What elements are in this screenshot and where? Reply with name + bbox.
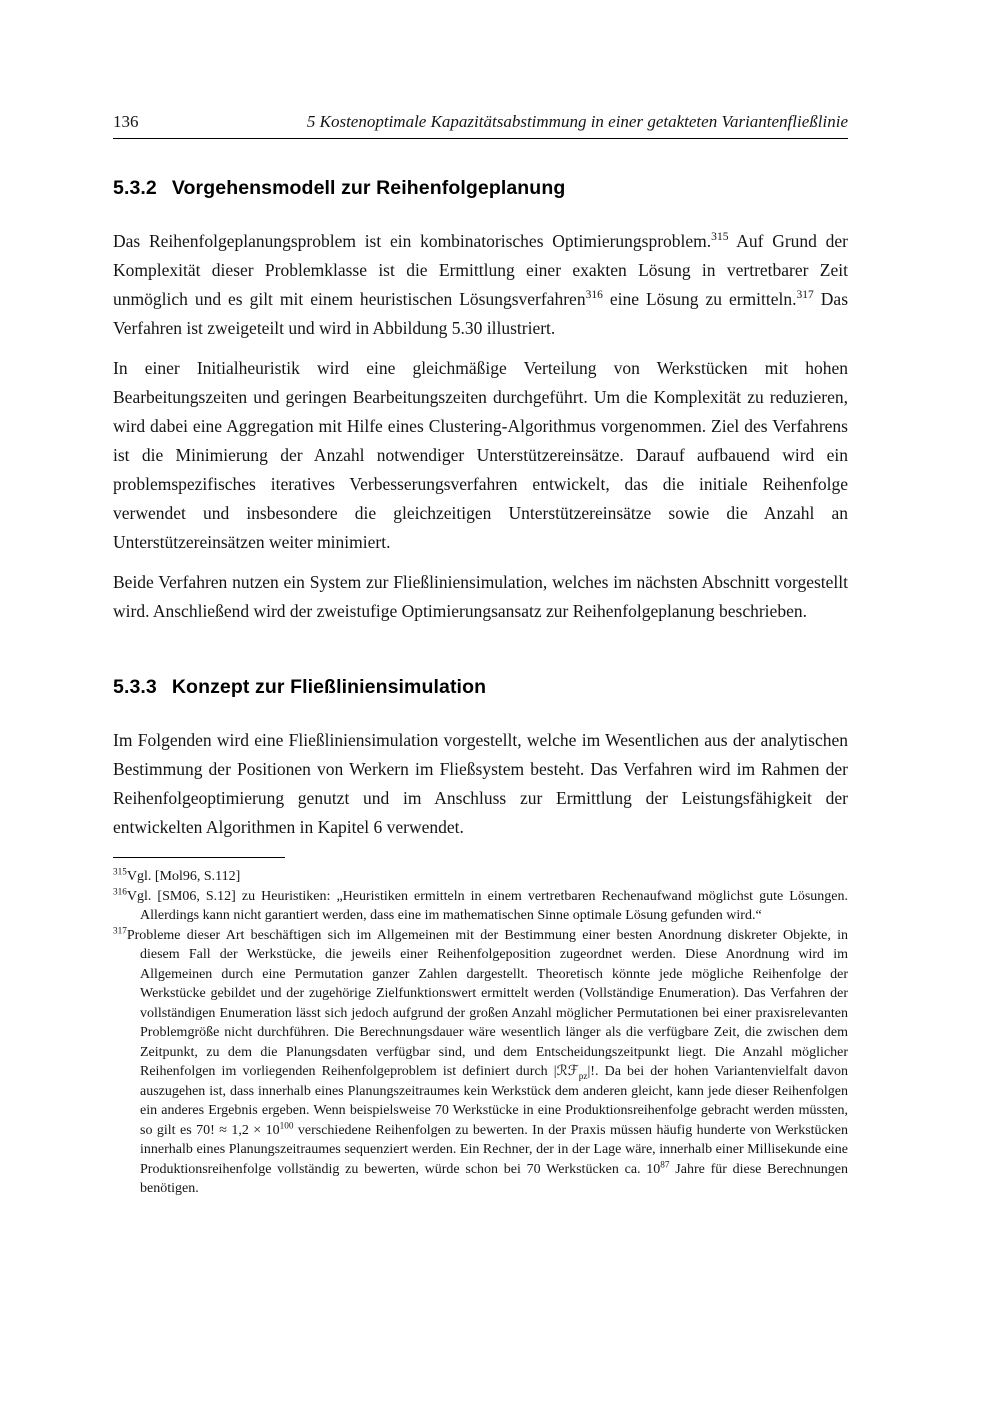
footnote-block (113, 867, 848, 1199)
page-number: 136 (113, 112, 139, 131)
running-title: 5 Kostenoptimale Kapazitätsabstimmung in einer getakteten Variantenfließlinie (306, 112, 848, 131)
footnote-text: Probleme dieser Art beschäftigen sich im Allgemeinen mit der Bestimmung einer besten Anordnung diskreter Objekte, in diesem Fall der Werkstücke, die jeweils einer Reihenfolgeposition zugeordnet werden. Diese Anordnung wird im Allgemeinen durch eine Permutation ganzer Zahlen dargestellt. Theoretisch könnte jede mögliche Reihenfolge der Werkstücke gebildet und der zugehörige Zielfunktionswert ermittelt werden (Vollständige Enumeration). Das Verfahren der vollständigen Enumeration lässt sich jedoch aufgrund der großen Anzahl möglicher Permutationen bei einer praxisrelevanten Problemgröße nicht durchführen. Die Berechnungsdauer wäre wesentlich länger als die verfügbare Zeit, die zwischen dem Zeitpunkt, zu dem die Planungsdaten verfügbar sind, und dem Entscheidungszeitpunkt liegt. Die Anzahl möglicher Reihenfolgen im vorliegenden Reihenfolgeproblem ist definiert durch |ℛℱ$_{pz}$|!. Da bei der hohen Variantenvielfalt davon auszugehen ist, dass innerhalb eines Planungszeitraumes kein Werkstück dem anderen gleicht, kann jede dieser Reihenfolgen ein anderes Ergebnis ergeben. Wenn beispielsweise 70 Werkstücke in eine Produktionsreihenfolge gebracht werden müssten, so gilt es 70! ≈ $1,2 \times 10^{100}$ verschiedene Reihenfolgen zu bewerten. In der Praxis müssen häufig hunderte von Werkstücken innerhalb eines Planungszeitraumes sequenziert werden. Ein Rechner, der in der Lage wäre, innerhalb einer Millisekunde eine Produktionsreihenfolge vollständig zu bewerten, würde schon bei 70 Werkstücken ca. $10^{87}$ Jahre für diese Berechnungen benötigen. (126, 927, 849, 1196)
paragraph: Beide Verfahren nutzen ein System zur Fließliniensimulation, welches im nächsten Abschnitt vorgestellt wird. Anschließend wird der zweistufige Optimierungsansatz zur Reihenfolgeplanung beschrieben. (113, 572, 848, 621)
section-title: Vorgehensmodell zur Reihenfolgeplanung (171, 177, 566, 199)
footnote-marker: 315 (113, 866, 127, 877)
footnote-marker: 316 (113, 885, 127, 896)
section-heading-533 (113, 676, 848, 699)
paragraph: In einer Initialheuristik wird eine gleichmäßige Verteilung von Werkstücken mit hohen Bearbeitungszeiten und geringen Bearbeitungszeiten durchgeführt. Um die Komplexität zu reduzieren, wird dabei eine Aggregation mit Hilfe eines Clustering-Algorithmus vorgenommen. Ziel des Verfahrens ist die Minimierung der Anzahl notwendiger Unterstützereinsätze. Darauf aufbauend wird ein problemspezifisches iteratives Verbesserungsverfahren entwickelt, das die initiale Reihenfolge verwendet und insbesondere die gleichzeitigen Unterstützereinsätze sowie die Anzahl an Unterstützereinsätzen weiter minimiert. (113, 358, 848, 552)
section-number: 5.3.2 (113, 177, 157, 199)
section-number: 5.3.3 (113, 676, 157, 698)
footnote-marker: 317 (113, 924, 127, 935)
paragraph: Im Folgenden wird eine Fließliniensimulation vorgestellt, welche im Wesentlichen aus der analytischen Bestimmung der Positionen von Werkern im Fließsystem besteht. Das Verfahren wird im Rahmen der Reihenfolgeoptimierung genutzt und im Anschluss zur Ermittlung der Leistungsfähigkeit der entwickelten Algorithmen in Kapitel 6 verwendet. (113, 730, 848, 837)
section-heading-532 (113, 177, 848, 200)
footnote-text: Vgl. [SM06, S.12] zu Heuristiken: „Heuristiken ermitteln in einem vertretbaren Rechenaufwand möglichst gute Lösungen. Allerdings kann nicht garantiert werden, dass eine im mathematischen Sinne optimale Lösung gefunden wird.“ (126, 888, 848, 923)
footnote-316 (113, 887, 848, 926)
footnote-text: Vgl. [Mol96, S.112] (126, 869, 241, 884)
footnote-rule (113, 857, 285, 858)
page-header (113, 112, 848, 139)
paragraph: Das Reihenfolgeplanungsproblem ist ein kombinatorisches Optimierungsproblem.$^{315}$ Auf Grund der Komplexität dieser Problemklasse ist die Ermittlung einer exakten Lösung in vertretbarer Zeit unmöglich und es gilt mit einem heuristischen Lösungsverfahren$^{316}$ eine Lösung zu ermitteln.$^{317}$ Das Verfahren ist zweigeteilt und wird in Abbildung 5.30 illustriert. (113, 231, 849, 338)
footnote-315 (113, 867, 848, 887)
section-title: Konzept zur Fließliniensimulation (171, 676, 487, 698)
footnote-317 (113, 926, 848, 1199)
